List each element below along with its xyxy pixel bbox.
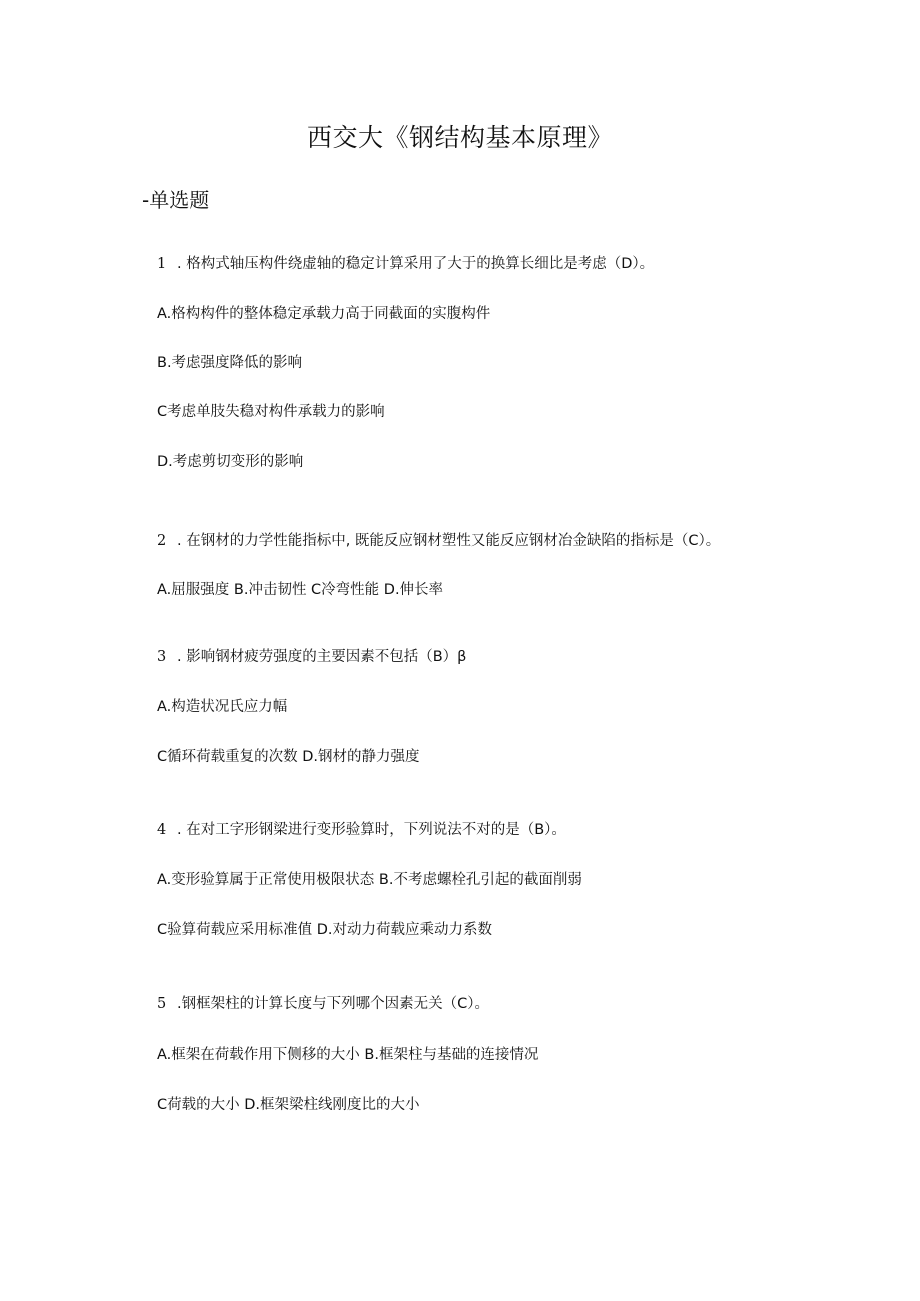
question-5-number: 5	[157, 996, 167, 1012]
question-5-option-c: C荷载的大小 D.框架梁柱线刚度比的大小	[157, 1097, 420, 1113]
question-1-option-b: B.考虑强度降低的影响	[157, 355, 303, 371]
question-2-text: . 在钢材的力学性能指标中, 既能反应钢材塑性又能反应钢材冶金缺陷的指标是（C）。	[177, 533, 721, 549]
question-4-number: 4	[157, 822, 167, 838]
question-1-text: . 格构式轴压构件绕虚轴的稳定计算采用了大于的换算长细比是考虑（D）。	[177, 256, 655, 272]
question-1-option-a: A.格构构件的整体稳定承载力高于同截面的实腹构件	[157, 306, 491, 322]
question-5-stem	[157, 994, 489, 1014]
section-heading: -单选题	[142, 188, 210, 212]
question-5-text: .钢框架柱的计算长度与下列哪个因素无关（C）。	[177, 996, 489, 1012]
question-4-option-c: C验算荷载应采用标准值 D.对动力荷载应乘动力系数	[157, 922, 493, 938]
question-4-stem	[157, 820, 566, 840]
question-1-stem	[157, 254, 654, 274]
question-2-stem	[157, 531, 720, 551]
question-1-option-d: D.考虑剪切变形的影响	[157, 454, 304, 470]
question-1-option-c: C考虑单肢失稳对构件承载力的影响	[157, 404, 385, 420]
question-3-stem	[157, 647, 466, 667]
question-3-option-a: A.构造状况氏应力幅	[157, 699, 288, 715]
document-title: 西交大《钢结构基本原理》	[306, 123, 613, 152]
question-2-options: A.屈服强度 B.冲击韧性 C冷弯性能 D.伸长率	[157, 582, 444, 598]
question-1-number: 1	[157, 256, 167, 272]
question-3-text: . 影响钢材疲劳强度的主要因素不包括（B）β	[177, 649, 467, 665]
question-4-text: . 在对工字形钢梁进行变形验算时，下列说法不对的是（B）。	[177, 822, 566, 838]
question-3-number: 3	[157, 649, 167, 665]
question-3-option-c: C循环荷载重复的次数 D.钢材的静力强度	[157, 749, 420, 765]
question-5-option-a: A.框架在荷载作用下侧移的大小 B.框架柱与基础的连接情况	[157, 1047, 539, 1063]
question-4-option-a: A.变形验算属于正常使用极限状态 B.不考虑螺栓孔引起的截面削弱	[157, 872, 582, 888]
question-2-number: 2	[157, 533, 167, 549]
